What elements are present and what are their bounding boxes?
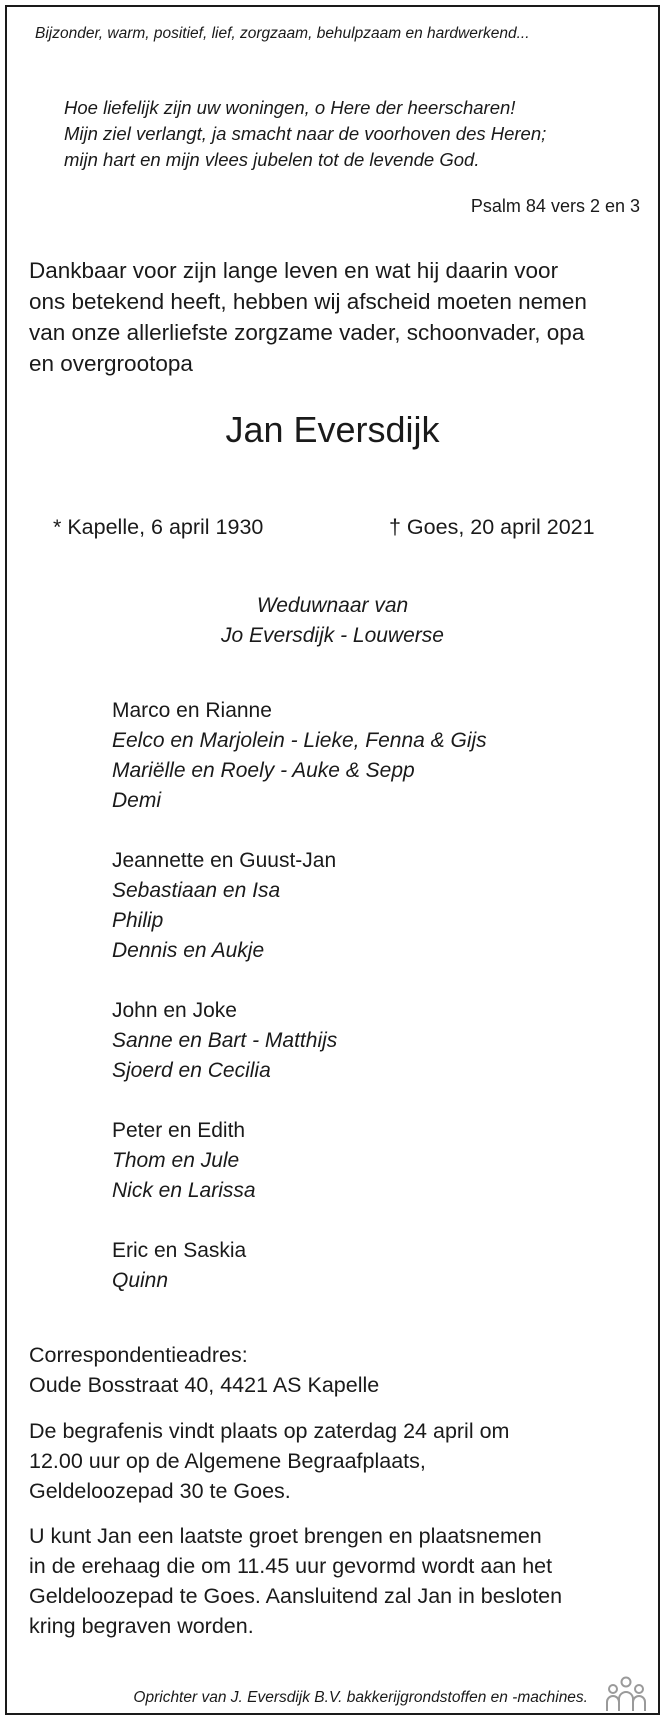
obituary-card: [5, 5, 660, 1715]
funeral-info: [29, 1416, 509, 1506]
family-child: Thom en Jule: [112, 1149, 240, 1172]
family-parents: John en Joke: [112, 999, 237, 1022]
family-group: [112, 1236, 487, 1296]
family-figures-icon: [604, 1675, 648, 1713]
family-parents: Eric en Saskia: [112, 1239, 247, 1262]
intro-line: van onze allerliefste zorgzame vader, schoonvader, opa: [29, 320, 585, 345]
family-child: Eelco en Marjolein - Lieke, Fenna & Gijs: [112, 729, 487, 752]
quote-line: Mijn ziel verlangt, ja smacht naar de voorhoven des Heren;: [64, 123, 547, 144]
family-parents: Jeannette en Guust-Jan: [112, 849, 337, 872]
farewell-info: [29, 1521, 562, 1641]
funeral-line: 12.00 uur op de Algemene Begraafplaats,: [29, 1449, 426, 1473]
footer-note: Oprichter van J. Eversdijk B.V. bakkerijgrondstoffen en -machines.: [133, 1689, 588, 1706]
family-child: Philip: [112, 909, 164, 932]
birth-info: * Kapelle, 6 april 1930: [53, 515, 264, 539]
psalm-quote: [64, 95, 546, 173]
family-list: [112, 696, 487, 1326]
correspondence-address: [29, 1340, 379, 1400]
family-child: Dennis en Aukje: [112, 939, 265, 962]
correspondence-label: Correspondentieadres:: [29, 1343, 248, 1367]
intro-line: en overgrootopa: [29, 351, 193, 376]
psalm-reference: Psalm 84 vers 2 en 3: [470, 196, 640, 216]
quote-line: Hoe liefelijk zijn uw woningen, o Here der heerscharen!: [64, 97, 516, 118]
deceased-name: Jan Eversdijk: [225, 409, 440, 450]
family-child: Nick en Larissa: [112, 1179, 256, 1202]
intro-line: Dankbaar voor zijn lange leven en wat hij daarin voor: [29, 258, 559, 283]
widower-info: [7, 591, 658, 651]
family-child: Mariëlle en Roely - Auke & Sepp: [112, 759, 415, 782]
family-parents: Peter en Edith: [112, 1119, 246, 1142]
family-group: [112, 846, 487, 966]
family-group: [112, 1116, 487, 1206]
intro-line: ons betekend heeft, hebben wij afscheid moeten nemen: [29, 289, 587, 314]
farewell-line: in de erehaag die om 11.45 uur gevormd wordt aan het: [29, 1554, 553, 1578]
family-child: Quinn: [112, 1269, 169, 1292]
widower-label: Weduwnaar van: [256, 594, 409, 617]
quote-line: mijn hart en mijn vlees jubelen tot de levende God.: [64, 149, 480, 170]
family-child: Demi: [112, 789, 162, 812]
family-group: [112, 696, 487, 816]
family-child: Sebastiaan en Isa: [112, 879, 281, 902]
farewell-line: Geldeloozepad te Goes. Aansluitend zal Jan in besloten: [29, 1584, 563, 1608]
spouse-name: Jo Eversdijk - Louwerse: [221, 624, 444, 647]
family-group: [112, 996, 487, 1086]
farewell-line: kring begraven worden.: [29, 1614, 254, 1638]
family-parents: Marco en Rianne: [112, 699, 272, 722]
farewell-line: U kunt Jan een laatste groet brengen en plaatsnemen: [29, 1524, 542, 1548]
intro-text: [29, 255, 587, 379]
family-child: Sjoerd en Cecilia: [112, 1059, 271, 1082]
death-info: † Goes, 20 april 2021: [389, 515, 595, 539]
correspondence-street: Oude Bosstraat 40, 4421 AS Kapelle: [29, 1373, 380, 1397]
family-child: Sanne en Bart - Matthijs: [112, 1029, 338, 1052]
tagline: Bijzonder, warm, positief, lief, zorgzaam, behulpzaam en hardwerkend...: [35, 25, 530, 42]
funeral-line: De begrafenis vindt plaats op zaterdag 24 april om: [29, 1419, 510, 1443]
funeral-line: Geldeloozepad 30 te Goes.: [29, 1479, 291, 1503]
